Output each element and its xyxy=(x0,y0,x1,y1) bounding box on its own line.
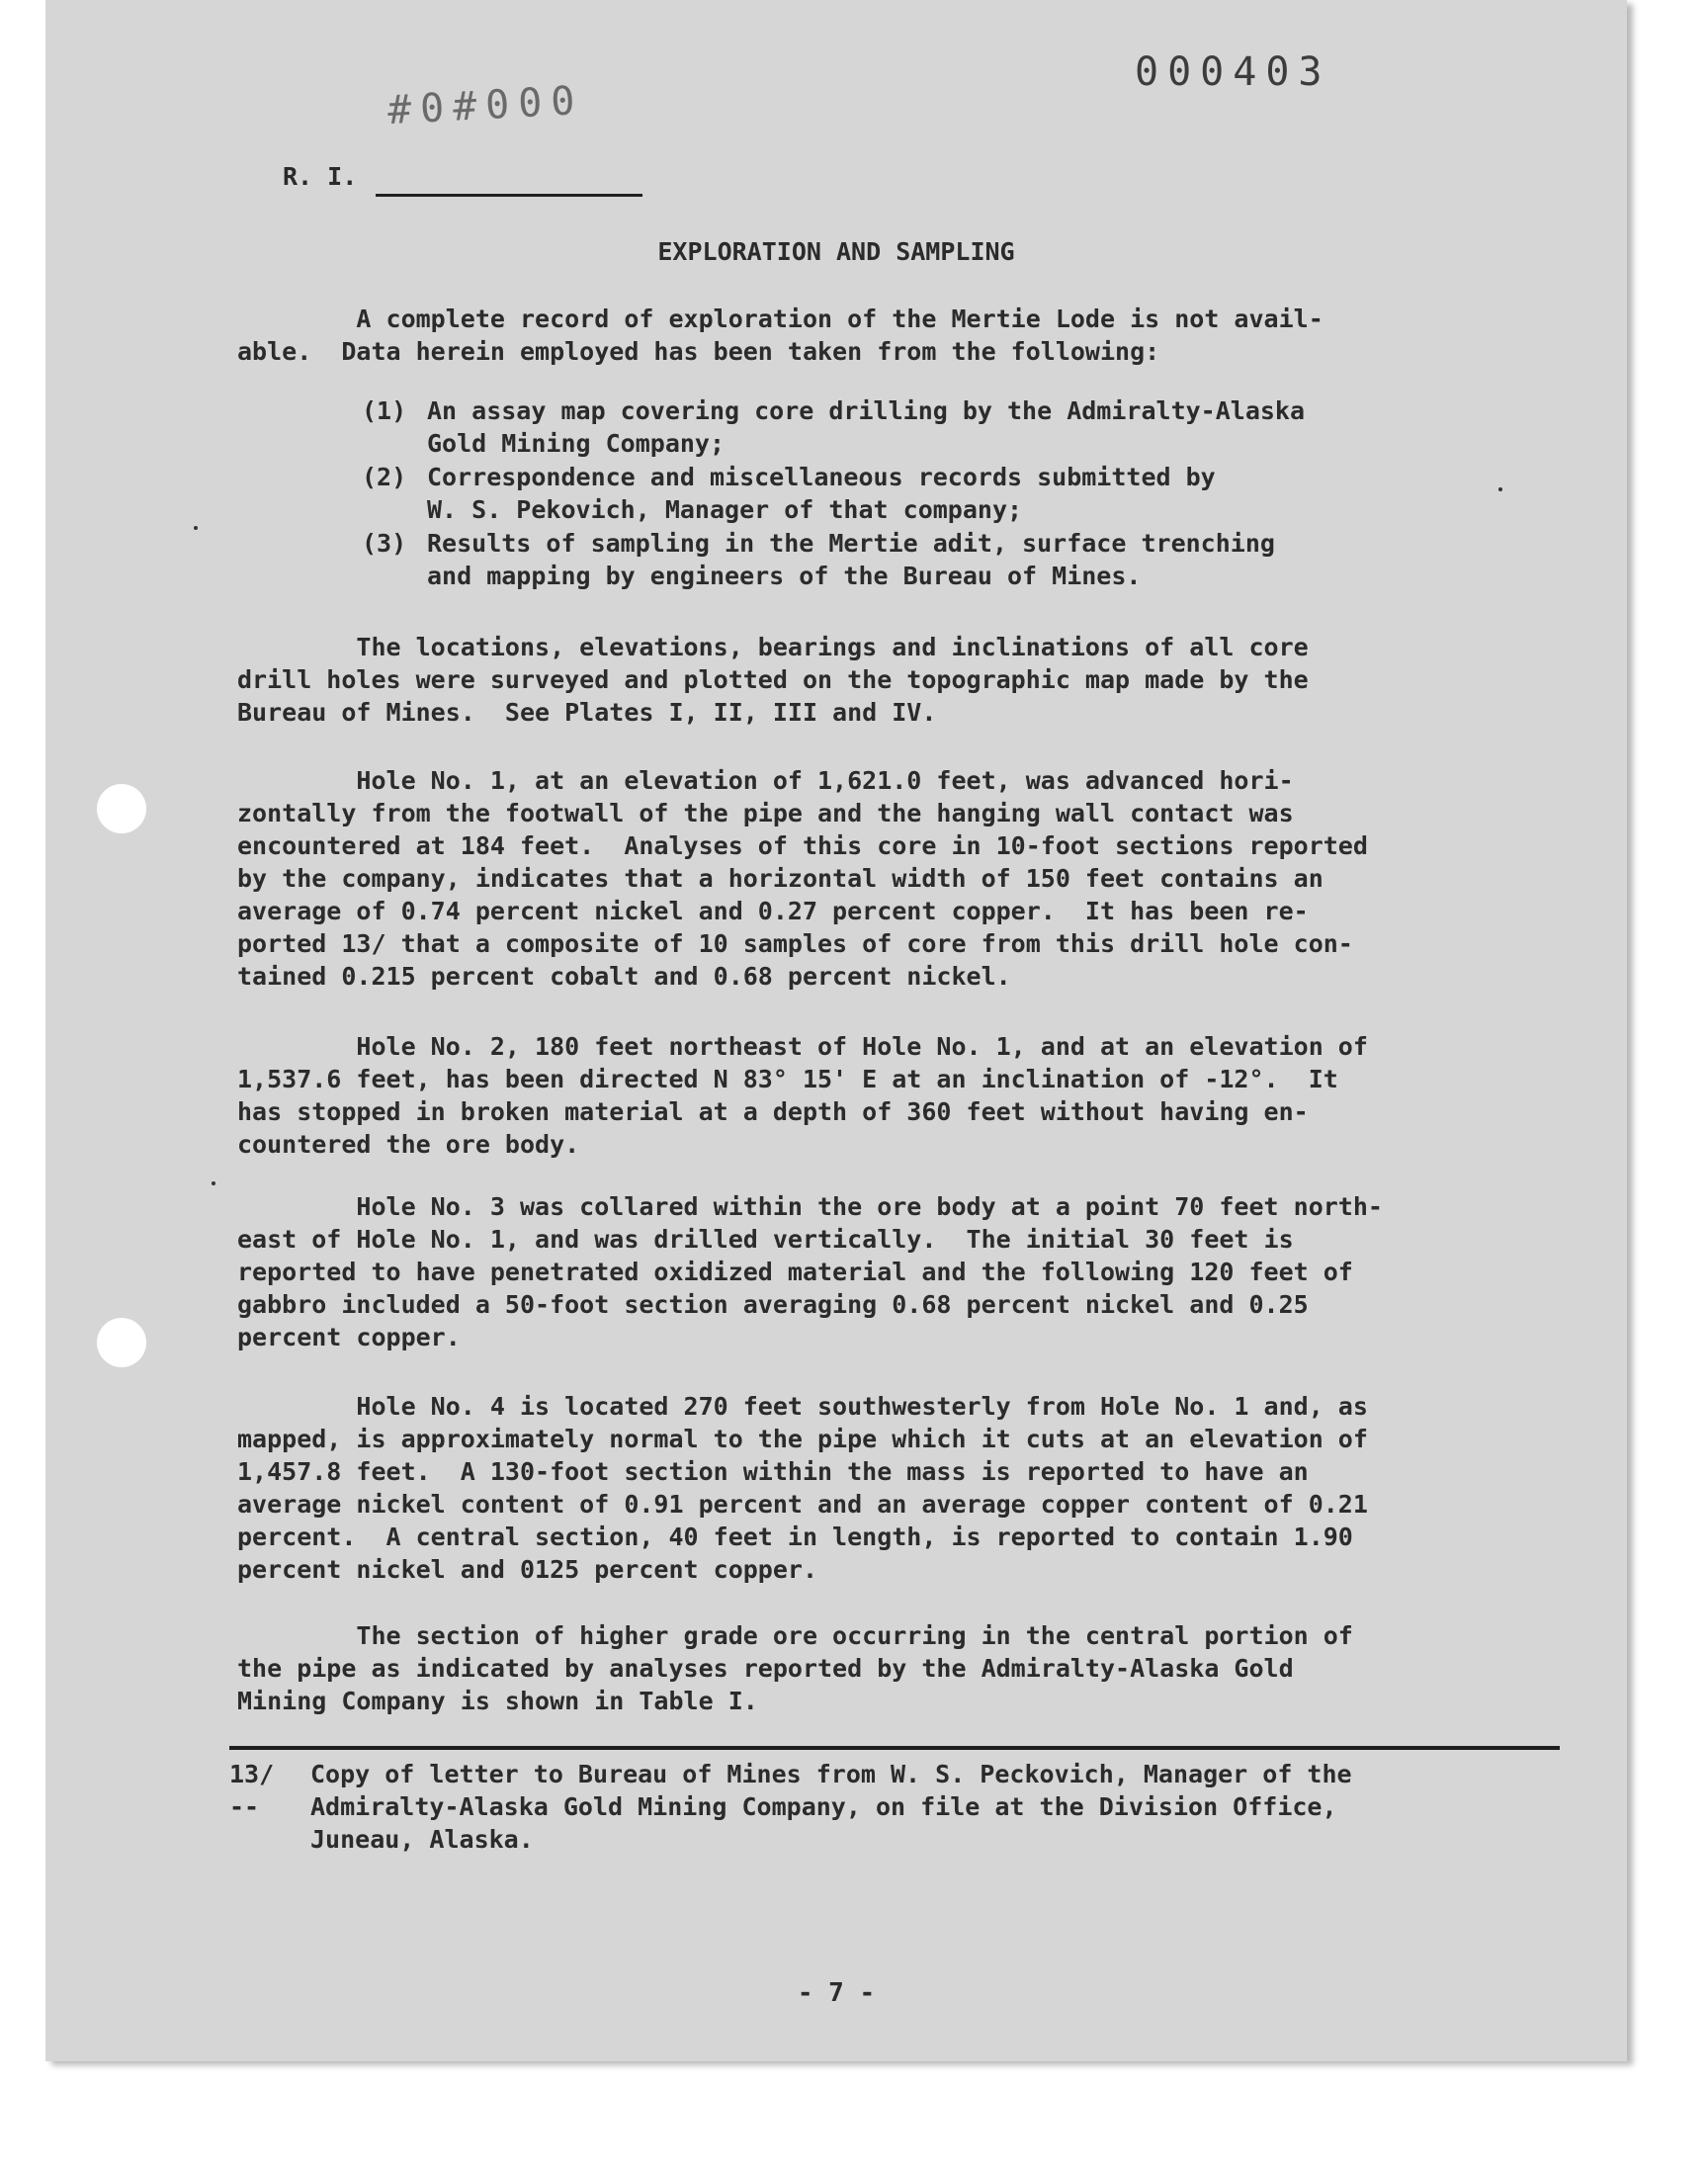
section-title: EXPLORATION AND SAMPLING xyxy=(657,237,1015,266)
text-line: the pipe as indicated by analyses reported by the Admiralty-Alaska Gold xyxy=(237,1654,1294,1683)
text-line: percent. A central section, 40 feet in length, is reported to contain 1.90 xyxy=(237,1522,1353,1551)
text-line: tained 0.215 percent cobalt and 0.68 percent nickel. xyxy=(237,962,1011,991)
list-item xyxy=(362,461,1469,526)
text-line: The locations, elevations, bearings and inclinations of all core xyxy=(237,633,1309,661)
text-line: W. S. Pekovich, Manager of that company; xyxy=(427,495,1023,524)
text-line: has stopped in broken material at a depth of 360 feet without having en- xyxy=(237,1097,1309,1126)
text-line: A complete record of exploration of the Mertie Lode is not avail- xyxy=(237,304,1324,333)
binder-hole-upper xyxy=(97,784,146,833)
text-line: Admiralty-Alaska Gold Mining Company, on file at the Division Office, xyxy=(310,1792,1337,1821)
footnote-rule xyxy=(229,1746,1560,1750)
text-line: gabbro included a 50-foot section averaging 0.68 percent nickel and 0.25 xyxy=(237,1290,1309,1319)
text-line: Hole No. 1, at an elevation of 1,621.0 feet, was advanced hori- xyxy=(237,766,1294,795)
list-item xyxy=(362,394,1469,460)
text-line: and mapping by engineers of the Bureau of Mines. xyxy=(427,562,1142,590)
text-line: drill holes were surveyed and plotted on the topographic map made by the xyxy=(237,665,1309,694)
footnote-dash: -- xyxy=(229,1792,260,1821)
binder-hole-lower xyxy=(97,1318,146,1367)
document-page xyxy=(45,0,1627,2061)
text-line: Results of sampling in the Mertie adit, surface trenching xyxy=(427,529,1275,558)
paragraph-hole-1 xyxy=(237,764,1552,993)
document-id-stamp: 000403 xyxy=(1135,49,1331,95)
speck xyxy=(194,526,198,530)
paragraph-hole-4 xyxy=(237,1390,1552,1586)
list-item xyxy=(362,527,1469,592)
footnote-mark: 13/ xyxy=(229,1760,275,1788)
text-line: The section of higher grade ore occurring in the central portion of xyxy=(237,1621,1353,1650)
footnote xyxy=(229,1758,1544,1856)
text-line: 1,457.8 feet. A 130-foot section within the mass is reported to have an xyxy=(237,1457,1309,1486)
text-line: Hole No. 2, 180 feet northeast of Hole No. 1, and at an elevation of xyxy=(237,1032,1368,1061)
archive-stamp: #0#000 xyxy=(385,77,585,134)
text-line: Gold Mining Company; xyxy=(427,429,726,458)
list-number: (2) xyxy=(362,463,407,491)
text-line: zontally from the footwall of the pipe and the hanging wall contact was xyxy=(237,799,1294,827)
paragraph-hole-2 xyxy=(237,1030,1552,1161)
text-line: Correspondence and miscellaneous records submitted by xyxy=(427,463,1216,491)
text-line: An assay map covering core drilling by the Admiralty-Alaska xyxy=(427,396,1306,425)
text-line: Hole No. 4 is located 270 feet southwesterly from Hole No. 1 and, as xyxy=(237,1392,1368,1421)
speck xyxy=(1498,487,1502,491)
list-number: (3) xyxy=(362,529,407,558)
list-number: (1) xyxy=(362,396,407,425)
text-line: encountered at 184 feet. Analyses of this core in 10-foot sections reported xyxy=(237,831,1368,860)
page-number: - 7 - xyxy=(797,1978,876,2008)
speck xyxy=(212,1181,215,1185)
sources-list xyxy=(362,394,1469,593)
text-line: ported 13/ that a composite of 10 samples of core from this drill hole con- xyxy=(237,929,1353,958)
text-line: able. Data herein employed has been taken from the following: xyxy=(237,337,1160,366)
paragraph-hole-3 xyxy=(237,1190,1552,1353)
paragraph-higher-grade xyxy=(237,1619,1552,1717)
ri-label: R. I. xyxy=(283,162,358,191)
text-line: 1,537.6 feet, has been directed N 83° 15' E at an inclination of -12°. It xyxy=(237,1065,1338,1093)
text-line: by the company, indicates that a horizontal width of 150 feet contains an xyxy=(237,864,1324,893)
text-line: east of Hole No. 1, and was drilled vertically. The initial 30 feet is xyxy=(237,1225,1294,1254)
text-line: average of 0.74 percent nickel and 0.27 percent copper. It has been re- xyxy=(237,897,1309,925)
text-line: reported to have penetrated oxidized material and the following 120 feet of xyxy=(237,1258,1353,1286)
intro-paragraph xyxy=(237,303,1552,368)
text-line: mapped, is approximately normal to the pipe which it cuts at an elevation of xyxy=(237,1425,1368,1453)
text-line: Hole No. 3 was collared within the ore body at a point 70 feet north- xyxy=(237,1192,1383,1221)
text-line: average nickel content of 0.91 percent and an average copper content of 0.21 xyxy=(237,1490,1368,1519)
ri-blank-line xyxy=(376,194,642,197)
text-line: Juneau, Alaska. xyxy=(310,1825,534,1854)
text-line: percent copper. xyxy=(237,1323,461,1351)
text-line: percent nickel and 0125 percent copper. xyxy=(237,1555,817,1584)
paragraph-survey xyxy=(237,631,1552,729)
text-line: Bureau of Mines. See Plates I, II, III and IV. xyxy=(237,698,937,727)
text-line: countered the ore body. xyxy=(237,1130,580,1159)
text-line: Mining Company is shown in Table I. xyxy=(237,1687,758,1715)
text-line: Copy of letter to Bureau of Mines from W. S. Peckovich, Manager of the xyxy=(310,1760,1352,1788)
